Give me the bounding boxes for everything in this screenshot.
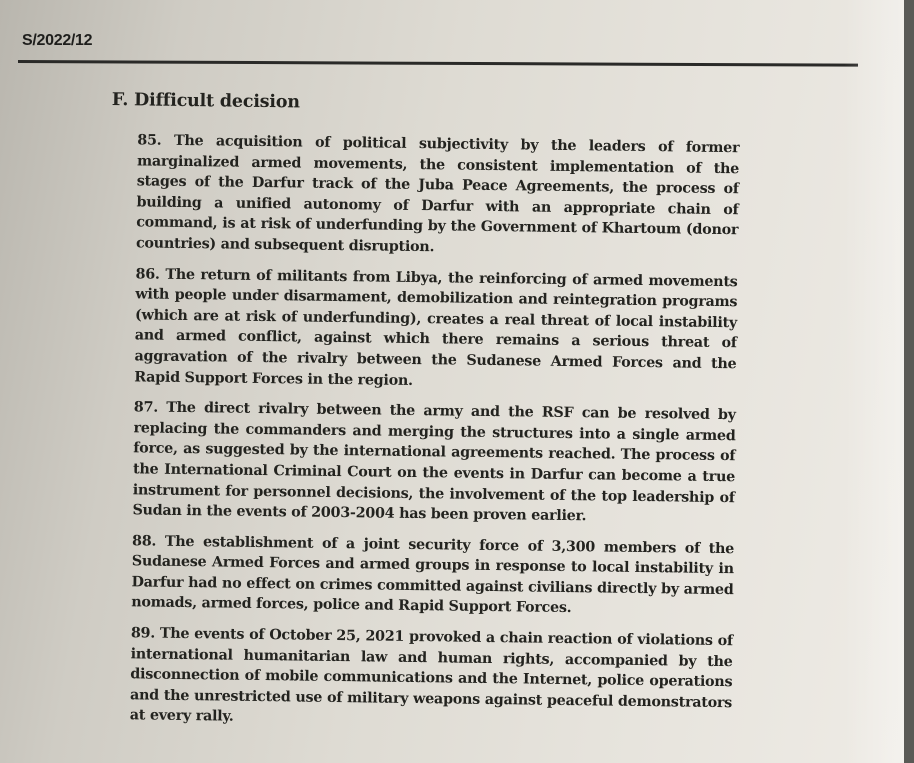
section-heading: F. Difficult decision — [111, 90, 300, 113]
document-body — [104, 90, 752, 744]
paragraph-86: 86. The return of militants from Libya, the reinforcing of armed movements with people under disarmament, demobilization and reintegration programs (which are at risk of underfunding), creates a real threat of local instability and armed conflict, against which there remains a serious threat of aggravation of the rivalry between the Sudanese Armed Forces and the Rapid Support Forces in the region. — [134, 265, 738, 389]
header-rule — [18, 60, 858, 67]
paragraph-89: 89. The events of October 25, 2021 provoked a chain reaction of violations of international humanitarian law and human rights, accompanied by the disconnection of mobile communications and the Internet, police operations and the unrestricted use of military weapons against peaceful demonstrators at every rally. — [129, 625, 733, 726]
paragraph-85: 85. The acquisition of political subjectivity by the leaders of former marginalized armed movements, the consistent implementation of the stages of the Darfur track of the Juba Peace Agreements, the process of building a unified autonomy of Darfur with an appropriate chain of command, is at risk of underfunding by the Government of Khartoum (donor countries) and subsequent disruption. — [135, 132, 740, 256]
document-symbol: S/2022/12 — [22, 32, 93, 49]
paragraph-87: 87. The direct rivalry between the army and the RSF can be resolved by replacing the commanders and merging the structures into a single armed force, as suggested by the international agreements reached. The process of the International Criminal Court on the events in Darfur can become a true instrument for personnel decisions, the involvement of the top leadership of Sudan in the events of 2003-2004 has been proven earlier. — [132, 399, 736, 525]
paragraph-88: 88. The establishment of a joint security force of 3,300 members of the Sudanese Armed Forces and armed groups in response to local instability in Darfur had no effect on crimes committed against civilians directly by armed nomads, armed forces, police and Rapid Support Forces. — [131, 532, 735, 617]
